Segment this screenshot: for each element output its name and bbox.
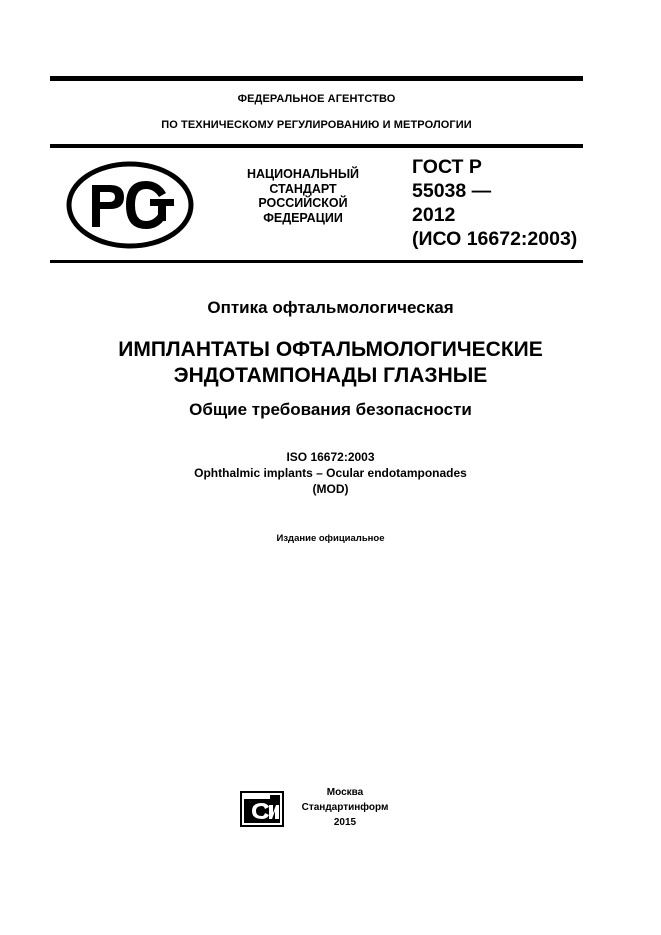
- document-subject: Оптика офтальмологическая: [207, 298, 454, 317]
- publication-year: 2015: [333, 817, 357, 828]
- document-title-line2: ЭНДОТАМПОНАДЫ ГЛАЗНЫЕ: [173, 364, 488, 387]
- iso-line3: (MOD): [312, 482, 349, 496]
- publisher-name: Стандартинформ: [301, 802, 389, 813]
- iso-reference: [40, 449, 621, 497]
- national-standard-line4: ФЕДЕРАЦИИ: [263, 210, 343, 225]
- document-subtitle: Общие требования безопасности: [189, 400, 472, 419]
- agency-name-line2: ПО ТЕХНИЧЕСКОМУ РЕГУЛИРОВАНИЮ И МЕТРОЛОГИИ: [161, 119, 472, 131]
- national-standard-label: [233, 167, 373, 225]
- national-standard-line3: РОССИЙСКОЙ: [258, 196, 348, 210]
- edition-label: Издание официальное: [276, 533, 385, 544]
- agency-name-line1: ФЕДЕРАЛЬНОЕ АГЕНТСТВО: [237, 93, 396, 105]
- publisher-city: Москва: [326, 787, 364, 798]
- iso-line2: Ophthalmic implants – Ocular endotamponades: [194, 466, 467, 480]
- top-rule: [50, 76, 583, 81]
- iso-line1: ISO 16672:2003: [286, 450, 375, 464]
- publisher-block: [282, 785, 408, 830]
- rst-certification-mark-icon: [66, 161, 194, 249]
- gost-designation: [412, 155, 577, 251]
- gost-line4: (ИСО 16672:2003): [412, 228, 578, 250]
- bottom-rule: [50, 260, 583, 263]
- standartinform-logo-icon: [240, 791, 284, 827]
- middle-rule: [50, 144, 583, 148]
- document-title: [40, 337, 621, 389]
- national-standard-line2: СТАНДАРТ: [269, 181, 337, 196]
- gost-line3: 2012: [412, 204, 456, 226]
- gost-line1: ГОСТ Р: [412, 156, 482, 178]
- document-title-line1: ИМПЛАНТАТЫ ОФТАЛЬМОЛОГИЧЕСКИЕ: [118, 338, 543, 361]
- gost-line2: 55038 —: [412, 180, 492, 202]
- national-standard-line1: НАЦИОНАЛЬНЫЙ: [246, 167, 360, 181]
